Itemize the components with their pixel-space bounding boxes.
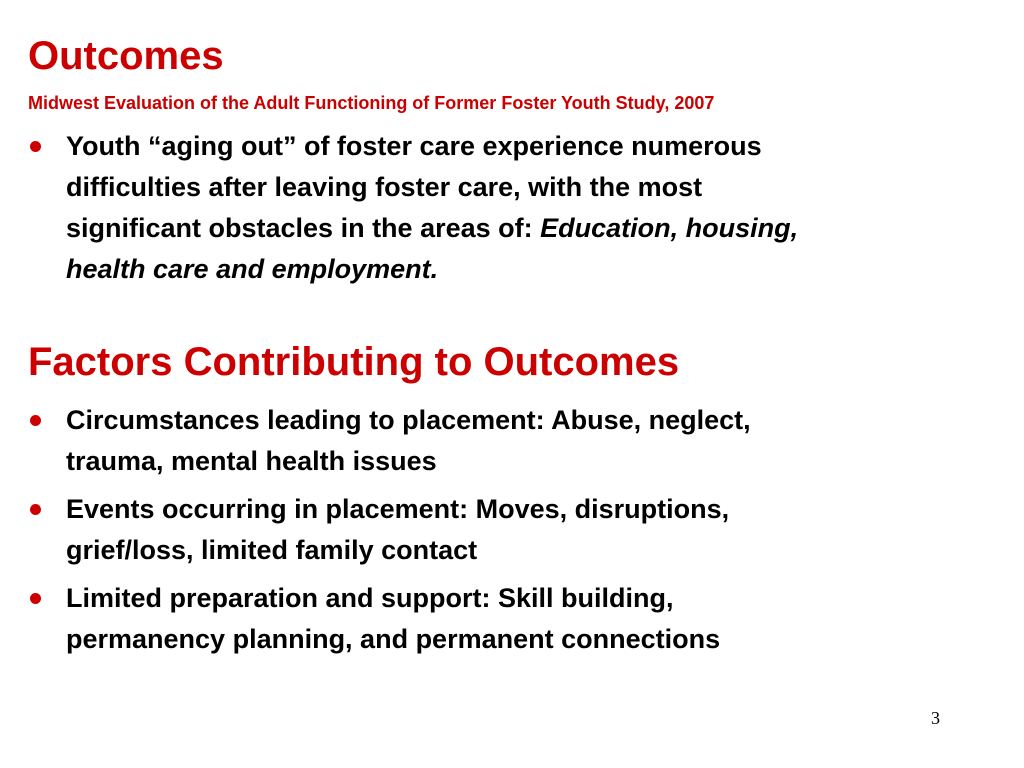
section-heading: Factors Contributing to Outcomes xyxy=(28,340,680,384)
bullet-text-emphasis: Education, housing, xyxy=(540,213,799,243)
list-item xyxy=(0,126,1006,290)
bullet-text-line: permanency planning, and permanent connections xyxy=(66,624,721,654)
bullet-dot-icon xyxy=(30,504,41,515)
bullet-text-line: Limited preparation and support: Skill building, xyxy=(66,583,674,613)
bullet-text-emphasis: health care and employment. xyxy=(66,254,439,284)
bullet-text-line: Events occurring in placement: Moves, disruptions, xyxy=(66,494,730,524)
bullet-dot-icon xyxy=(30,415,41,426)
bullet-text-line: trauma, mental health issues xyxy=(66,446,437,476)
list-item xyxy=(0,489,1006,571)
bullet-dot-icon xyxy=(30,141,41,152)
bullet-dot-icon xyxy=(30,593,41,604)
bullet-text-line: grief/loss, limited family contact xyxy=(66,535,478,565)
slide-title: Outcomes xyxy=(28,34,224,78)
factors-list xyxy=(0,400,1006,667)
list-item xyxy=(0,578,1006,660)
bullet-text-line: significant obstacles in the areas of: xyxy=(66,213,541,243)
bullet-text-line: Youth “aging out” of foster care experience numerous xyxy=(66,131,762,161)
list-item xyxy=(0,400,1006,482)
outcomes-list xyxy=(0,126,1006,297)
slide-subtitle: Midwest Evaluation of the Adult Functioning of Former Foster Youth Study, 2007 xyxy=(28,93,715,113)
bullet-text-line: difficulties after leaving foster care, with the most xyxy=(66,172,703,202)
bullet-text-line: Circumstances leading to placement: Abuse, neglect, xyxy=(66,405,751,435)
page-number: 3 xyxy=(931,708,940,728)
